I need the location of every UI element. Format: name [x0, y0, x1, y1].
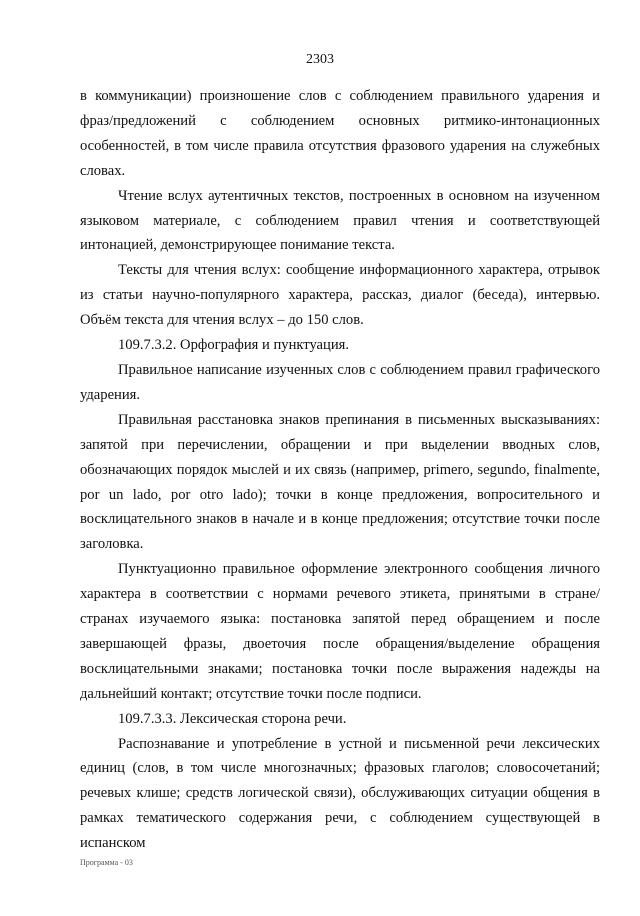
paragraph-6: Пунктуационно правильное оформление электронного сообщения личного характера в соответствии с нормами речевого этикета, принятыми в стране/странах изучаемого языка: постановка запятой перед обращением и после завершающей фразы, двоеточия после обращения/выделение обращения восклицательными знаками; постановка точки после выражения надежды на дальнейший контакт; отсутствие точки после подписи.: [80, 561, 600, 702]
document-body: [80, 84, 600, 856]
paragraph-7: Распознавание и употребление в устной и письменной речи лексических единиц (слов, в том числе многозначных; фразовых глаголов; словосочетаний; речевых клише; средств логической связи), обслуживающих ситуации общения в рамках тематического содержания речи, с соблюдением существующей в испанском: [80, 735, 600, 852]
paragraph-1: в коммуникации) произношение слов с соблюдением правильного ударения и фраз/предложений с соблюдением основных ритмико-интонационных особенностей, в том числе правила отсутствия фразового ударения на служебных словах.: [80, 88, 600, 179]
page-number: 2303: [306, 52, 334, 67]
footer-note: Программа - 03: [80, 858, 133, 867]
paragraph-2: Чтение вслух аутентичных текстов, построенных в основном на изученном языковом материале, с соблюдением правил чтения и соответствующей интонацией, демонстрирующее понимание текста.: [80, 187, 600, 254]
section-heading-orthography: 109.7.3.2. Орфография и пунктуация.: [118, 337, 350, 354]
paragraph-3: Тексты для чтения вслух: сообщение информационного характера, отрывок из статьи научно-популярного характера, рассказ, диалог (беседа), интервью. Объём текста для чтения вслух – до 150 слов.: [80, 262, 600, 329]
section-heading-lexical: 109.7.3.3. Лексическая сторона речи.: [118, 710, 347, 727]
paragraph-5: Правильная расстановка знаков препинания в письменных высказываниях: запятой при перечислении, обращении и при выделении вводных слов, обозначающих порядок мыслей и их связь (например, primero, segundo, finalmente, por un lado, por otro lado); точки в конце предложения, вопросительного и восклицательного знаков в начале и в конце предложения; отсутствие точки после заголовка.: [80, 411, 600, 553]
paragraph-4: Правильное написание изученных слов с соблюдением правил графического ударения.: [80, 361, 600, 403]
